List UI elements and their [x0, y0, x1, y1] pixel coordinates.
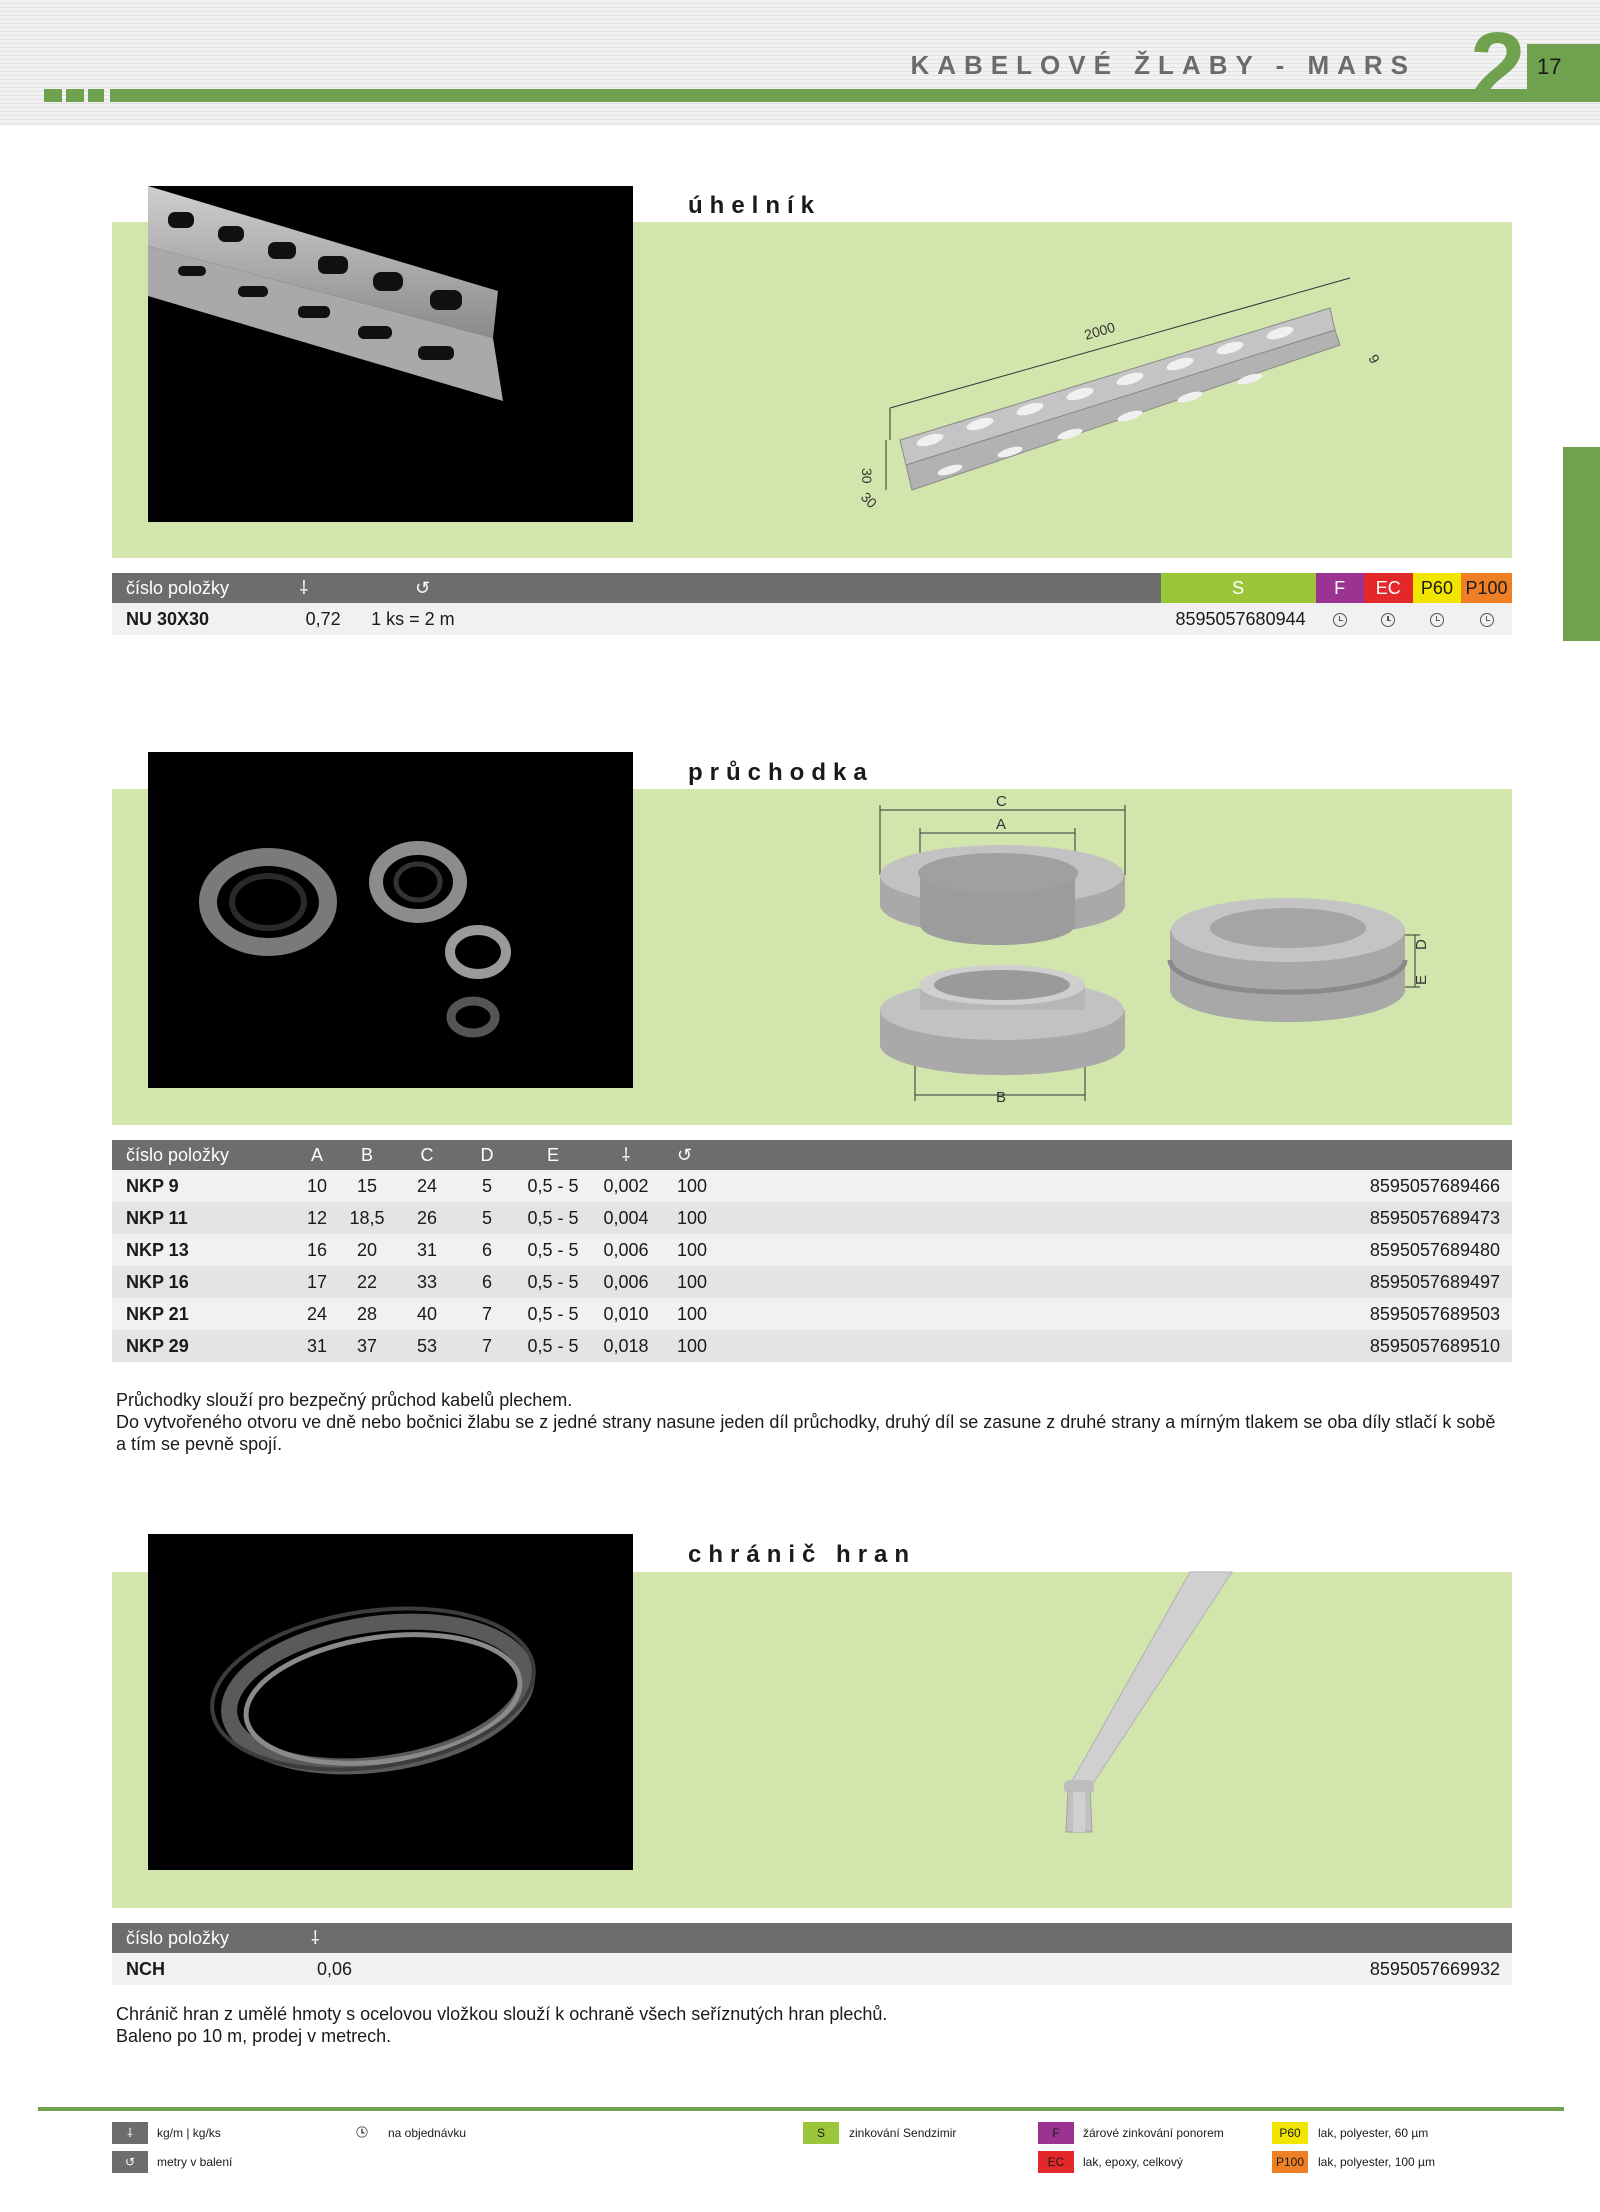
- item-code: NKP 9: [112, 1170, 297, 1202]
- page-number-box: [1527, 44, 1600, 102]
- cell-weight: 0,018: [589, 1330, 663, 1362]
- col-ean: [843, 1140, 1512, 1170]
- table-row: [112, 1266, 1512, 1298]
- cell-weight: 0,006: [589, 1266, 663, 1298]
- cell-a: 12: [297, 1202, 337, 1234]
- uhelnik-table: [112, 573, 1512, 635]
- note-line: Do vytvořeného otvoru ve dně nebo bočnici žlabu se z jedné strany nasune jeden díl průchodky, druhý díl se zasune z druhé strany a mírným tlakem se oba díly stlačí k sobě a tím se pevně spojí.: [116, 1412, 1496, 1454]
- header-square: [66, 89, 84, 102]
- weight-icon: ⸸: [589, 1140, 663, 1170]
- dim-c: C: [996, 793, 1007, 810]
- weight-icon: ⸸: [297, 1923, 357, 1953]
- section-number: 2: [1470, 12, 1526, 124]
- pruchodka-note: [116, 1389, 1508, 1455]
- cell-pack: 100: [663, 1330, 843, 1362]
- table-row: [112, 1234, 1512, 1266]
- cell-c: 40: [397, 1298, 457, 1330]
- uhelnik-photo: [148, 186, 633, 522]
- item-ean: 8595057689473: [843, 1202, 1512, 1234]
- legend-f: žárové zinkování ponorem: [1083, 2126, 1224, 2140]
- cell-d: 6: [457, 1266, 517, 1298]
- table-row: [112, 1170, 1512, 1202]
- col-a: A: [297, 1140, 337, 1170]
- header-square: [44, 89, 62, 102]
- footer-line: [38, 2107, 1564, 2111]
- col-f: F: [1316, 573, 1364, 603]
- item-code: NKP 21: [112, 1298, 297, 1330]
- header-bar: [110, 89, 1600, 102]
- cell-weight: 0,006: [589, 1234, 663, 1266]
- legend-p60-box: P60: [1272, 2122, 1308, 2144]
- cell-e: 0,5 - 5: [517, 1298, 589, 1330]
- col-d: D: [457, 1140, 517, 1170]
- cell-d: 5: [457, 1202, 517, 1234]
- cell-e: 0,5 - 5: [517, 1170, 589, 1202]
- cell-e: 0,5 - 5: [517, 1330, 589, 1362]
- table-row: [112, 603, 1512, 635]
- col-item: číslo položky: [112, 1140, 297, 1170]
- item-ean: 8595057689503: [843, 1298, 1512, 1330]
- chranic-title: chránič hran: [688, 1541, 917, 1568]
- cell-pack: 100: [663, 1202, 843, 1234]
- pack-icon: ↺: [345, 573, 1161, 603]
- cell-pack: 100: [663, 1266, 843, 1298]
- dim-d: D: [1413, 939, 1430, 950]
- cell-a: 16: [297, 1234, 337, 1266]
- cell-weight: 0,002: [589, 1170, 663, 1202]
- pruchodka-title: průchodka: [688, 759, 874, 786]
- page-title: KABELOVÉ ŽLABY - MARS: [910, 50, 1416, 80]
- item-ean: 8595057689497: [843, 1266, 1512, 1298]
- item-code: NU 30X30: [112, 603, 286, 635]
- dim-length: 2000: [1082, 318, 1117, 343]
- cell-b: 20: [337, 1234, 397, 1266]
- cell-e: 0,5 - 5: [517, 1234, 589, 1266]
- chranic-drawing: [1040, 1570, 1240, 1900]
- item-code: NCH: [112, 1953, 297, 1985]
- item-code: NKP 16: [112, 1266, 297, 1298]
- table-row: [112, 1330, 1512, 1362]
- cell-c: 33: [397, 1266, 457, 1298]
- item-code: NKP 29: [112, 1330, 297, 1362]
- weight-icon: ⸸: [286, 573, 345, 603]
- cell-e: 0,5 - 5: [517, 1202, 589, 1234]
- table-row: [112, 1202, 1512, 1234]
- legend-pack: metry v balení: [157, 2155, 233, 2169]
- cell-d: 6: [457, 1234, 517, 1266]
- legend-s: zinkování Sendzimir: [849, 2126, 957, 2140]
- item-weight: 0,72: [286, 603, 345, 635]
- clock-icon: [355, 2124, 369, 2139]
- col-s: S: [1161, 573, 1316, 603]
- cell-b: 37: [337, 1330, 397, 1362]
- col-ean: [357, 1923, 1512, 1953]
- cell-d: 5: [457, 1170, 517, 1202]
- chranic-note: [116, 2003, 1508, 2047]
- cell-c: 31: [397, 1234, 457, 1266]
- item-ean: 8595057689480: [843, 1234, 1512, 1266]
- cell-c: 24: [397, 1170, 457, 1202]
- item-code: NKP 13: [112, 1234, 297, 1266]
- table-row: [112, 1298, 1512, 1330]
- col-p100: P100: [1461, 573, 1512, 603]
- legend-f-box: F: [1038, 2122, 1074, 2144]
- pruchodka-table: [112, 1140, 1512, 1362]
- legend-ec-box: EC: [1038, 2151, 1074, 2173]
- cell-a: 31: [297, 1330, 337, 1362]
- legend-order: na objednávku: [388, 2126, 467, 2140]
- cell-e: 0,5 - 5: [517, 1266, 589, 1298]
- col-item: číslo položky: [112, 573, 286, 603]
- uhelnik-title: úhelník: [688, 192, 822, 219]
- cell-pack: 100: [663, 1234, 843, 1266]
- uhelnik-drawing: [820, 290, 1384, 530]
- cell-d: 7: [457, 1298, 517, 1330]
- legend-ec: lak, epoxy, celkový: [1083, 2155, 1183, 2169]
- chranic-table: [112, 1923, 1512, 1985]
- note-line: Baleno po 10 m, prodej v metrech.: [116, 2026, 392, 2046]
- cell-c: 26: [397, 1202, 457, 1234]
- dim-side1: 30: [859, 468, 875, 484]
- dim-hole: 9: [1365, 351, 1384, 367]
- cell-a: 24: [297, 1298, 337, 1330]
- cell-pack: 100: [663, 1170, 843, 1202]
- col-c: C: [397, 1140, 457, 1170]
- cell-b: 18,5: [337, 1202, 397, 1234]
- cell-b: 28: [337, 1298, 397, 1330]
- dim-side2: 30: [857, 488, 881, 512]
- item-ean: 8595057689466: [843, 1170, 1512, 1202]
- item-weight: 0,06: [297, 1953, 357, 1985]
- item-ean: 8595057680944: [1161, 603, 1316, 635]
- item-ean: 8595057689510: [843, 1330, 1512, 1362]
- pack-icon: ↺: [112, 2151, 148, 2173]
- legend-weight: kg/m | kg/ks: [157, 2126, 221, 2140]
- col-p60: P60: [1413, 573, 1461, 603]
- cell-d: 7: [457, 1330, 517, 1362]
- note-line: Průchodky slouží pro bezpečný průchod kabelů plechem.: [116, 1390, 573, 1410]
- note-line: Chránič hran z umělé hmoty s ocelovou vložkou slouží k ochraně všech seříznutých hran plechů.: [116, 2004, 888, 2024]
- col-item: číslo položky: [112, 1923, 297, 1953]
- clock-icon: [1461, 603, 1512, 635]
- table-row: [112, 1953, 1512, 1985]
- col-e: E: [517, 1140, 589, 1170]
- pruchodka-photo: [148, 752, 633, 1088]
- cell-b: 22: [337, 1266, 397, 1298]
- header-square: [88, 89, 104, 102]
- clock-icon: [1316, 603, 1364, 635]
- clock-icon: [1364, 603, 1413, 635]
- clock-icon: [1413, 603, 1461, 635]
- col-ec: EC: [1364, 573, 1413, 603]
- item-pack: 1 ks = 2 m: [345, 603, 1161, 635]
- cell-a: 10: [297, 1170, 337, 1202]
- dim-e: E: [1413, 974, 1430, 985]
- cell-b: 15: [337, 1170, 397, 1202]
- legend-s-box: S: [803, 2122, 839, 2144]
- item-code: NKP 11: [112, 1202, 297, 1234]
- cell-pack: 100: [663, 1298, 843, 1330]
- cell-c: 53: [397, 1330, 457, 1362]
- dim-a: A: [996, 816, 1007, 833]
- cell-weight: 0,004: [589, 1202, 663, 1234]
- legend-p100-box: P100: [1272, 2151, 1308, 2173]
- weight-icon: ⸸: [112, 2122, 148, 2144]
- page-number: 17: [1537, 54, 1562, 79]
- legend-p100: lak, polyester, 100 µm: [1318, 2155, 1435, 2169]
- pack-icon: ↺: [663, 1140, 843, 1170]
- dim-b: B: [996, 1089, 1007, 1106]
- cell-weight: 0,010: [589, 1298, 663, 1330]
- chranic-photo: [148, 1534, 633, 1870]
- col-b: B: [337, 1140, 397, 1170]
- side-tab: [1563, 447, 1600, 641]
- pruchodka-drawing: [870, 795, 1450, 1115]
- cell-a: 17: [297, 1266, 337, 1298]
- item-ean: 8595057669932: [357, 1953, 1512, 1985]
- legend-p60: lak, polyester, 60 µm: [1318, 2126, 1429, 2140]
